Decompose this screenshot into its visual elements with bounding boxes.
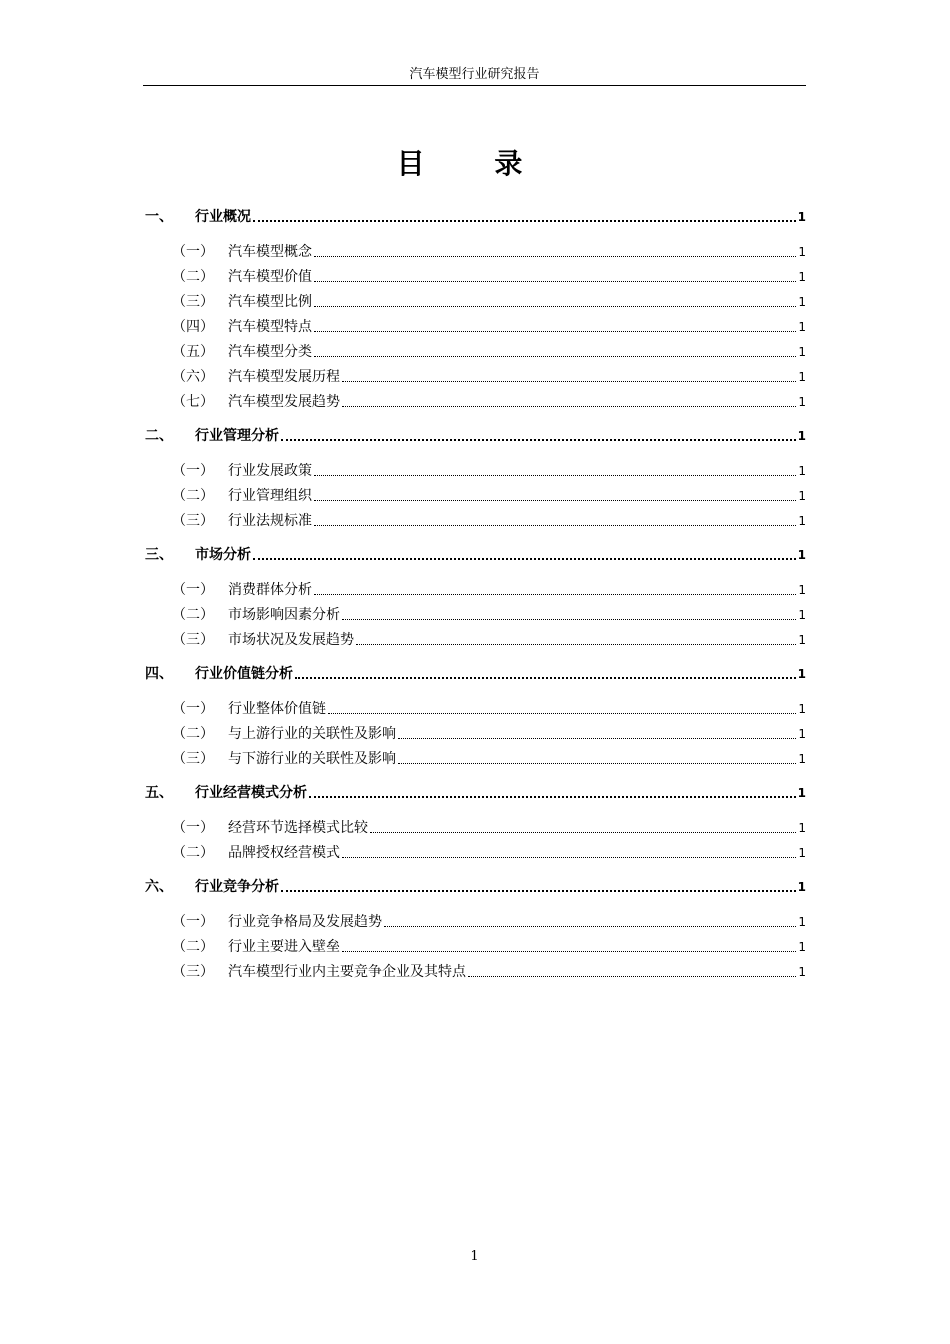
toc-entry-page: 1 (798, 965, 806, 979)
toc-entry-number: （二） (172, 269, 214, 285)
toc-entry-label: 行业经营模式分析 (195, 785, 307, 801)
toc-entry-page: 1 (797, 786, 806, 800)
toc-entry-label: 汽车模型发展历程 (228, 369, 340, 385)
toc-entry-label: 行业发展政策 (228, 463, 312, 479)
toc-section[interactable] (145, 783, 806, 803)
toc-subsection[interactable] (145, 580, 806, 600)
toc-entry-number: （三） (172, 294, 214, 310)
toc-entry-number: （一） (172, 914, 214, 930)
toc-leader-dots (384, 926, 796, 927)
toc-entry-page: 1 (798, 583, 806, 597)
toc-entry-page: 1 (798, 295, 806, 309)
toc-entry-page: 1 (797, 548, 806, 562)
toc-subsection[interactable] (145, 699, 806, 719)
toc-entry-page: 1 (798, 702, 806, 716)
toc-entry-number: 五、 (145, 785, 173, 801)
toc-subsection[interactable] (145, 317, 806, 337)
toc-leader-dots (314, 281, 796, 282)
toc-entry-number: 六、 (145, 879, 173, 895)
toc-entry-label: 汽车模型特点 (228, 319, 312, 335)
toc-entry-page: 1 (798, 395, 806, 409)
toc-leader-dots (468, 976, 796, 977)
toc-entry-label: 汽车模型发展趋势 (228, 394, 340, 410)
toc-entry-page: 1 (798, 727, 806, 741)
toc-entry-page: 1 (797, 429, 806, 443)
toc-entry-label: 行业法规标准 (228, 513, 312, 529)
toc-entry-label: 行业整体价值链 (228, 701, 326, 717)
toc-entry-number: （二） (172, 726, 214, 742)
toc-leader-dots (314, 256, 796, 257)
toc-entry-page: 1 (797, 210, 806, 224)
toc-entry-number: （五） (172, 344, 214, 360)
toc-entry-number: （一） (172, 701, 214, 717)
toc-entry-page: 1 (798, 915, 806, 929)
toc-subsection[interactable] (145, 392, 806, 412)
toc-entry-number: （二） (172, 607, 214, 623)
toc-subsection[interactable] (145, 242, 806, 262)
toc-entry-page: 1 (798, 270, 806, 284)
toc-entry-label: 行业概况 (195, 209, 251, 225)
toc-leader-dots (328, 713, 796, 714)
toc-leader-dots (253, 558, 796, 560)
toc-entry-number: （三） (172, 751, 214, 767)
toc-entry-page: 1 (798, 464, 806, 478)
toc-leader-dots (370, 832, 796, 833)
toc-entry-page: 1 (797, 880, 806, 894)
toc-leader-dots (342, 951, 796, 952)
toc-entry-label: 市场影响因素分析 (228, 607, 340, 623)
toc-subsection[interactable] (145, 461, 806, 481)
toc-entry-label: 行业管理分析 (195, 428, 279, 444)
toc-entry-label: 市场状况及发展趋势 (228, 632, 354, 648)
toc-entry-label: 消费群体分析 (228, 582, 312, 598)
toc-entry-label: 行业竞争格局及发展趋势 (228, 914, 382, 930)
toc-entry-number: （六） (172, 369, 214, 385)
toc-subsection[interactable] (145, 605, 806, 625)
toc-entry-page: 1 (798, 320, 806, 334)
toc-subsection[interactable] (145, 937, 806, 957)
toc-leader-dots (314, 594, 796, 595)
toc-leader-dots (295, 677, 796, 679)
toc-entry-label: 行业主要进入壁垒 (228, 939, 340, 955)
toc-entry-label: 行业管理组织 (228, 488, 312, 504)
toc-entry-number: （三） (172, 513, 214, 529)
toc-leader-dots (309, 796, 796, 798)
toc-subsection[interactable] (145, 818, 806, 838)
toc-entry-number: （四） (172, 319, 214, 335)
toc-subsection[interactable] (145, 267, 806, 287)
toc-entry-number: （三） (172, 632, 214, 648)
toc-leader-dots (253, 220, 796, 222)
toc-subsection[interactable] (145, 912, 806, 932)
toc-leader-dots (314, 500, 796, 501)
toc-subsection[interactable] (145, 292, 806, 312)
toc-entry-number: 三、 (145, 547, 173, 563)
toc-entry-label: 汽车模型行业内主要竞争企业及其特点 (228, 964, 466, 980)
toc-subsection[interactable] (145, 724, 806, 744)
toc-entry-number: （二） (172, 845, 214, 861)
toc-entry-page: 1 (798, 821, 806, 835)
page-header: 汽车模型行业研究报告 (409, 67, 540, 82)
toc-section[interactable] (145, 664, 806, 684)
toc-entry-label: 行业价值链分析 (195, 666, 293, 682)
toc-leader-dots (342, 381, 796, 382)
toc-subsection[interactable] (145, 962, 806, 982)
toc-entry-page: 1 (797, 667, 806, 681)
toc-entry-label: 行业竞争分析 (195, 879, 279, 895)
toc-entry-page: 1 (798, 345, 806, 359)
toc-entry-page: 1 (798, 846, 806, 860)
toc-leader-dots (281, 890, 796, 892)
toc-leader-dots (342, 857, 796, 858)
toc-subsection[interactable] (145, 749, 806, 769)
toc-entry-number: （三） (172, 964, 214, 980)
toc-subsection[interactable] (145, 486, 806, 506)
toc-entry-page: 1 (798, 245, 806, 259)
toc-entry-number: 二、 (145, 428, 173, 444)
toc-entry-number: （一） (172, 463, 214, 479)
toc-entry-number: （二） (172, 488, 214, 504)
toc-entry-label: 汽车模型价值 (228, 269, 312, 285)
toc-entry-number: （一） (172, 582, 214, 598)
toc-entry-number: （二） (172, 939, 214, 955)
toc-entry-label: 与下游行业的关联性及影响 (228, 751, 396, 767)
toc-leader-dots (398, 738, 796, 739)
toc-entry-number: （一） (172, 820, 214, 836)
toc-entry-label: 汽车模型概念 (228, 244, 312, 260)
toc-entry-number: 一、 (145, 209, 173, 225)
toc-entry-page: 1 (798, 633, 806, 647)
toc-subsection[interactable] (145, 630, 806, 650)
toc-entry-number: 四、 (145, 666, 173, 682)
toc-subsection[interactable] (145, 511, 806, 531)
toc-entry-label: 市场分析 (195, 547, 251, 563)
toc-entry-label: 与上游行业的关联性及影响 (228, 726, 396, 742)
toc-leader-dots (314, 475, 796, 476)
toc-leader-dots (314, 331, 796, 332)
toc-leader-dots (356, 644, 796, 645)
toc-entry-page: 1 (798, 940, 806, 954)
toc-leader-dots (314, 356, 796, 357)
toc-entry-number: （七） (172, 394, 214, 410)
toc-entry-label: 汽车模型分类 (228, 344, 312, 360)
toc-entry-label: 汽车模型比例 (228, 294, 312, 310)
toc-entry-number: （一） (172, 244, 214, 260)
toc-leader-dots (314, 525, 796, 526)
toc-title: 目 录 (396, 147, 553, 180)
toc-subsection[interactable] (145, 342, 806, 362)
toc-section[interactable] (145, 426, 806, 446)
toc-subsection[interactable] (145, 843, 806, 863)
toc-entry-page: 1 (798, 514, 806, 528)
toc-leader-dots (342, 619, 796, 620)
toc-leader-dots (398, 763, 796, 764)
toc-section[interactable] (145, 545, 806, 565)
page-number: 1 (470, 1249, 479, 1264)
toc-leader-dots (314, 306, 796, 307)
toc-section[interactable] (145, 877, 806, 897)
toc-subsection[interactable] (145, 367, 806, 387)
toc-leader-dots (342, 406, 796, 407)
toc-entry-page: 1 (798, 752, 806, 766)
toc-entry-page: 1 (798, 370, 806, 384)
toc-section[interactable] (145, 207, 806, 227)
toc-leader-dots (281, 439, 796, 441)
toc-entry-label: 品牌授权经营模式 (228, 845, 340, 861)
toc-entry-page: 1 (798, 608, 806, 622)
toc-entry-page: 1 (798, 489, 806, 503)
toc-entry-label: 经营环节选择模式比较 (228, 820, 368, 836)
